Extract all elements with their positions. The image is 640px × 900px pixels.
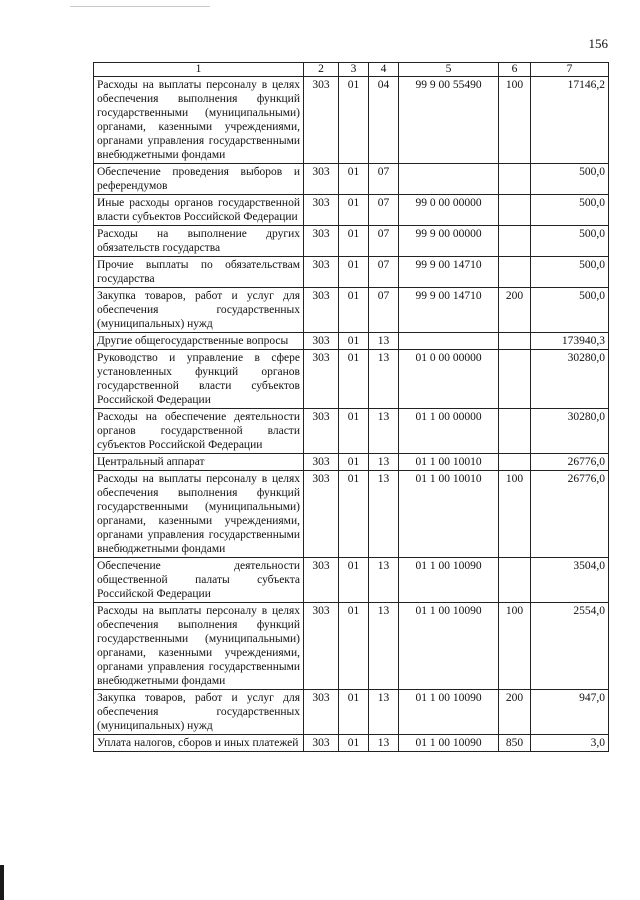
table-row [94, 409, 609, 454]
table-row [94, 603, 609, 690]
row-subsection-cell: 07 [369, 164, 399, 195]
row-amount-cell: 500,0 [531, 257, 609, 288]
row-target-article-cell: 99 9 00 00000 [399, 226, 499, 257]
row-expense-type-cell [499, 257, 531, 288]
row-expense-type-cell: 100 [499, 471, 531, 558]
row-name-cell: Иные расходы органов государственной власти субъектов Российской Федерации [94, 195, 304, 226]
row-target-article-cell: 01 1 00 10010 [399, 471, 499, 558]
row-subsection-cell: 07 [369, 257, 399, 288]
row-code-cell: 303 [304, 558, 339, 603]
table-row [94, 195, 609, 226]
row-subsection-cell: 13 [369, 350, 399, 409]
row-section-cell: 01 [339, 226, 369, 257]
row-name-cell: Закупка товаров, работ и услуг для обеспечения государственных (муниципальных) нужд [94, 690, 304, 735]
row-section-cell: 01 [339, 454, 369, 471]
row-name-cell: Расходы на обеспечение деятельности органов государственной власти субъектов Российской Федерации [94, 409, 304, 454]
row-code-cell: 303 [304, 77, 339, 164]
row-amount-cell: 500,0 [531, 164, 609, 195]
row-code-cell: 303 [304, 409, 339, 454]
row-section-cell: 01 [339, 471, 369, 558]
row-subsection-cell: 13 [369, 471, 399, 558]
row-code-cell: 303 [304, 471, 339, 558]
row-amount-cell: 500,0 [531, 288, 609, 333]
row-target-article-cell [399, 333, 499, 350]
row-code-cell: 303 [304, 735, 339, 752]
header-cell-5: 5 [399, 63, 499, 77]
row-subsection-cell: 07 [369, 288, 399, 333]
row-code-cell: 303 [304, 195, 339, 226]
row-code-cell: 303 [304, 226, 339, 257]
row-expense-type-cell [499, 195, 531, 226]
row-subsection-cell: 04 [369, 77, 399, 164]
table-body [94, 63, 609, 752]
row-code-cell: 303 [304, 350, 339, 409]
row-name-cell: Другие общегосударственные вопросы [94, 333, 304, 350]
row-expense-type-cell [499, 454, 531, 471]
row-amount-cell: 947,0 [531, 690, 609, 735]
row-target-article-cell: 01 1 00 10010 [399, 454, 499, 471]
row-amount-cell: 2554,0 [531, 603, 609, 690]
header-cell-1: 1 [94, 63, 304, 77]
row-amount-cell: 500,0 [531, 195, 609, 226]
table-row [94, 164, 609, 195]
page-number: 156 [588, 36, 608, 51]
row-section-cell: 01 [339, 350, 369, 409]
row-name-cell: Расходы на выплаты персоналу в целях обеспечения выполнения функций государственными (муниципальными) органами, казенными учреждениями, органами управления государственными внебюджетными фондами [94, 471, 304, 558]
row-code-cell: 303 [304, 690, 339, 735]
row-target-article-cell: 01 1 00 10090 [399, 735, 499, 752]
row-target-article-cell: 99 9 00 55490 [399, 77, 499, 164]
row-expense-type-cell [499, 409, 531, 454]
row-section-cell: 01 [339, 603, 369, 690]
row-section-cell: 01 [339, 333, 369, 350]
row-name-cell: Расходы на выполнение других обязательств государства [94, 226, 304, 257]
header-row [94, 63, 609, 77]
row-code-cell: 303 [304, 454, 339, 471]
row-name-cell: Расходы на выплаты персоналу в целях обеспечения выполнения функций государственными (муниципальными) органами, казенными учреждениями, органами управления государственными внебюджетными фондами [94, 603, 304, 690]
row-expense-type-cell [499, 558, 531, 603]
table-row [94, 288, 609, 333]
scan-edge-mark [0, 865, 4, 900]
table-row [94, 558, 609, 603]
row-target-article-cell: 99 9 00 14710 [399, 288, 499, 333]
row-section-cell: 01 [339, 558, 369, 603]
row-target-article-cell: 99 0 00 00000 [399, 195, 499, 226]
table-row [94, 257, 609, 288]
row-expense-type-cell: 100 [499, 77, 531, 164]
row-code-cell: 303 [304, 164, 339, 195]
row-section-cell: 01 [339, 409, 369, 454]
row-section-cell: 01 [339, 164, 369, 195]
row-amount-cell: 3504,0 [531, 558, 609, 603]
row-subsection-cell: 13 [369, 333, 399, 350]
row-amount-cell: 17146,2 [531, 77, 609, 164]
row-expense-type-cell: 200 [499, 690, 531, 735]
row-name-cell: Расходы на выплаты персоналу в целях обеспечения выполнения функций государственными (муниципальными) органами, казенными учреждениями, органами управления государственными внебюджетными фондами [94, 77, 304, 164]
row-section-cell: 01 [339, 195, 369, 226]
header-cell-6: 6 [499, 63, 531, 77]
table-row [94, 333, 609, 350]
row-code-cell: 303 [304, 257, 339, 288]
row-amount-cell: 30280,0 [531, 409, 609, 454]
row-section-cell: 01 [339, 690, 369, 735]
row-target-article-cell: 01 1 00 00000 [399, 409, 499, 454]
header-cell-7: 7 [531, 63, 609, 77]
row-code-cell: 303 [304, 603, 339, 690]
row-subsection-cell: 07 [369, 195, 399, 226]
row-amount-cell: 500,0 [531, 226, 609, 257]
row-name-cell: Обеспечение проведения выборов и референдумов [94, 164, 304, 195]
row-name-cell: Закупка товаров, работ и услуг для обеспечения государственных (муниципальных) нужд [94, 288, 304, 333]
row-target-article-cell: 99 9 00 14710 [399, 257, 499, 288]
row-subsection-cell: 13 [369, 558, 399, 603]
row-name-cell: Обеспечение деятельности общественной палаты субъекта Российской Федерации [94, 558, 304, 603]
row-code-cell: 303 [304, 288, 339, 333]
header-cell-3: 3 [339, 63, 369, 77]
row-expense-type-cell: 200 [499, 288, 531, 333]
row-subsection-cell: 07 [369, 226, 399, 257]
scan-top-rule [70, 6, 210, 7]
row-name-cell: Прочие выплаты по обязательствам государства [94, 257, 304, 288]
row-subsection-cell: 13 [369, 735, 399, 752]
row-section-cell: 01 [339, 257, 369, 288]
row-target-article-cell: 01 1 00 10090 [399, 690, 499, 735]
row-amount-cell: 26776,0 [531, 471, 609, 558]
header-cell-2: 2 [304, 63, 339, 77]
row-expense-type-cell [499, 164, 531, 195]
row-target-article-cell: 01 1 00 10090 [399, 603, 499, 690]
row-target-article-cell [399, 164, 499, 195]
table-row [94, 77, 609, 164]
row-subsection-cell: 13 [369, 409, 399, 454]
row-target-article-cell: 01 1 00 10090 [399, 558, 499, 603]
row-expense-type-cell: 850 [499, 735, 531, 752]
row-subsection-cell: 13 [369, 690, 399, 735]
row-amount-cell: 30280,0 [531, 350, 609, 409]
row-code-cell: 303 [304, 333, 339, 350]
table-row [94, 471, 609, 558]
table-row [94, 226, 609, 257]
row-amount-cell: 26776,0 [531, 454, 609, 471]
table-row [94, 735, 609, 752]
row-expense-type-cell [499, 226, 531, 257]
row-expense-type-cell: 100 [499, 603, 531, 690]
table-row [94, 350, 609, 409]
row-name-cell: Руководство и управление в сфере установленных функций органов государственной власти субъектов Российской Федерации [94, 350, 304, 409]
row-target-article-cell: 01 0 00 00000 [399, 350, 499, 409]
row-expense-type-cell [499, 350, 531, 409]
row-amount-cell: 3,0 [531, 735, 609, 752]
row-subsection-cell: 13 [369, 454, 399, 471]
row-section-cell: 01 [339, 77, 369, 164]
row-expense-type-cell [499, 333, 531, 350]
table-row [94, 454, 609, 471]
table-row [94, 690, 609, 735]
row-amount-cell: 173940,3 [531, 333, 609, 350]
row-subsection-cell: 13 [369, 603, 399, 690]
header-cell-4: 4 [369, 63, 399, 77]
row-name-cell: Уплата налогов, сборов и иных платежей [94, 735, 304, 752]
row-section-cell: 01 [339, 735, 369, 752]
budget-table [93, 62, 609, 752]
row-section-cell: 01 [339, 288, 369, 333]
row-name-cell: Центральный аппарат [94, 454, 304, 471]
